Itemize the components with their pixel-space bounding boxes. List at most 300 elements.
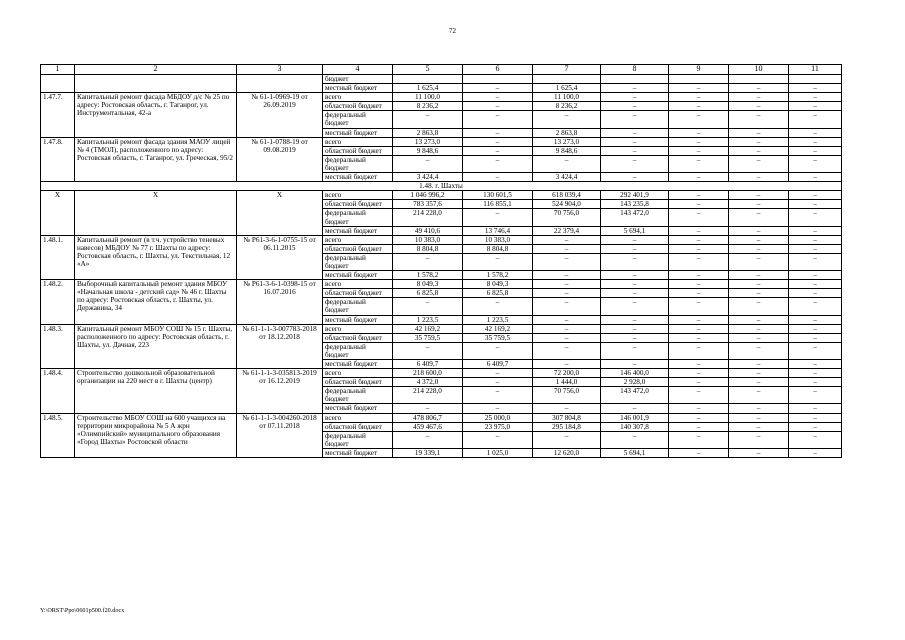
- budget-type-cell: федеральный бюджет: [323, 387, 393, 404]
- value-cell: 10 383,0: [393, 235, 463, 244]
- value-cell: –: [463, 342, 533, 359]
- item-description-cell: Строительство дошкольной образовательной организации на 220 мест в г. Шахты (центр): [75, 369, 237, 413]
- value-cell: –: [789, 422, 842, 431]
- budget-type-cell: федеральный бюджет: [323, 155, 393, 172]
- value-cell: –: [789, 333, 842, 342]
- table-row: [41, 235, 842, 244]
- value-cell: –: [463, 298, 533, 315]
- value-cell: –: [463, 378, 533, 387]
- value-cell: 2 863,8: [533, 128, 601, 137]
- value-cell: 146 001,9: [601, 413, 669, 422]
- value-cell: 11 100,0: [393, 93, 463, 102]
- value-cell: –: [601, 173, 669, 182]
- value-cell: 1 223,5: [393, 315, 463, 324]
- value-cell: –: [601, 244, 669, 253]
- budget-type-cell: всего: [323, 137, 393, 146]
- value-cell: 146 400,0: [601, 369, 669, 378]
- value-cell: –: [789, 378, 842, 387]
- value-cell: –: [463, 146, 533, 155]
- value-cell: 295 184,8: [533, 422, 601, 431]
- value-cell: –: [729, 431, 789, 448]
- value-cell: –: [729, 342, 789, 359]
- value-cell: 35 759,5: [463, 333, 533, 342]
- value-cell: –: [789, 448, 842, 457]
- value-cell: –: [463, 137, 533, 146]
- budget-type-cell: всего: [323, 93, 393, 102]
- value-cell: 1 223,5: [463, 315, 533, 324]
- value-cell: –: [789, 200, 842, 209]
- value-cell: –: [729, 280, 789, 289]
- budget-type-cell: местный бюджет: [323, 128, 393, 137]
- value-cell: –: [789, 235, 842, 244]
- value-cell: 6 825,8: [463, 289, 533, 298]
- budget-type-cell: всего: [323, 413, 393, 422]
- table-row: [41, 369, 842, 378]
- table-body: [41, 75, 842, 458]
- value-cell: –: [729, 226, 789, 235]
- value-cell: 116 855,1: [463, 200, 533, 209]
- value-cell: –: [463, 369, 533, 378]
- value-cell: 23 975,0: [463, 422, 533, 431]
- column-header: 4: [323, 65, 393, 75]
- value-cell: 130 601,5: [463, 191, 533, 200]
- table-row: [41, 413, 842, 422]
- value-cell: 6 409,7: [463, 360, 533, 369]
- value-cell: [393, 75, 463, 84]
- value-cell: –: [669, 93, 729, 102]
- column-header: 7: [533, 65, 601, 75]
- value-cell: –: [601, 93, 669, 102]
- budget-type-cell: местный бюджет: [323, 315, 393, 324]
- document-cell: № Р61-3-6-1-0398-15 от 16.07.2016: [237, 280, 323, 324]
- budget-type-cell: местный бюджет: [323, 404, 393, 413]
- value-cell: 2 928,0: [601, 378, 669, 387]
- value-cell: –: [729, 209, 789, 226]
- budget-type-cell: областной бюджет: [323, 333, 393, 342]
- value-cell: 143 472,0: [601, 209, 669, 226]
- value-cell: –: [601, 342, 669, 359]
- value-cell: –: [463, 209, 533, 226]
- value-cell: –: [789, 191, 842, 200]
- value-cell: 5 694,1: [601, 448, 669, 457]
- value-cell: 524 904,0: [533, 200, 601, 209]
- value-cell: 1 025,0: [463, 448, 533, 457]
- value-cell: –: [789, 128, 842, 137]
- value-cell: –: [789, 137, 842, 146]
- item-number-cell: 1.47.8.: [41, 137, 75, 181]
- value-cell: –: [789, 324, 842, 333]
- value-cell: 9 848,6: [533, 146, 601, 155]
- value-cell: –: [789, 146, 842, 155]
- value-cell: –: [463, 253, 533, 270]
- value-cell: –: [669, 378, 729, 387]
- budget-type-cell: федеральный бюджет: [323, 253, 393, 270]
- value-cell: –: [729, 235, 789, 244]
- value-cell: –: [463, 173, 533, 182]
- budget-type-cell: местный бюджет: [323, 173, 393, 182]
- value-cell: –: [393, 404, 463, 413]
- value-cell: 1 625,4: [393, 84, 463, 93]
- item-description-cell: X: [75, 191, 237, 235]
- value-cell: –: [669, 200, 729, 209]
- value-cell: [463, 75, 533, 84]
- value-cell: 12 620,0: [533, 448, 601, 457]
- budget-type-cell: областной бюджет: [323, 289, 393, 298]
- value-cell: –: [601, 84, 669, 93]
- item-description-cell: Выборочный капитальный ремонт здания МБОУ «Начальная школа - детский сад» № 46 г. Шахты по адресу: Ростовская область, г. Шахты, ул. Державина, 34: [75, 280, 237, 324]
- value-cell: 2 863,8: [393, 128, 463, 137]
- value-cell: 8 804,8: [463, 244, 533, 253]
- value-cell: –: [669, 137, 729, 146]
- value-cell: 8 804,8: [393, 244, 463, 253]
- budget-type-cell: всего: [323, 324, 393, 333]
- value-cell: –: [669, 342, 729, 359]
- value-cell: –: [729, 128, 789, 137]
- value-cell: –: [463, 387, 533, 404]
- value-cell: –: [669, 191, 729, 200]
- value-cell: –: [729, 298, 789, 315]
- value-cell: 42 169,2: [463, 324, 533, 333]
- budget-type-cell: местный бюджет: [323, 84, 393, 93]
- value-cell: 618 039,4: [533, 191, 601, 200]
- budget-type-cell: областной бюджет: [323, 102, 393, 111]
- value-cell: –: [789, 342, 842, 359]
- budget-type-cell: областной бюджет: [323, 146, 393, 155]
- value-cell: –: [789, 93, 842, 102]
- value-cell: 13 273,0: [533, 137, 601, 146]
- value-cell: –: [601, 155, 669, 172]
- value-cell: –: [601, 404, 669, 413]
- value-cell: –: [601, 324, 669, 333]
- value-cell: 70 756,0: [533, 387, 601, 404]
- value-cell: –: [729, 271, 789, 280]
- value-cell: 25 000,0: [463, 413, 533, 422]
- value-cell: 22 379,4: [533, 226, 601, 235]
- value-cell: –: [789, 102, 842, 111]
- budget-type-cell: федеральный бюджет: [323, 342, 393, 359]
- budget-type-cell: всего: [323, 369, 393, 378]
- value-cell: –: [729, 413, 789, 422]
- value-cell: –: [669, 431, 729, 448]
- value-cell: –: [393, 155, 463, 172]
- value-cell: –: [533, 360, 601, 369]
- column-header: 9: [669, 65, 729, 75]
- value-cell: 292 401,9: [601, 191, 669, 200]
- table-row: [41, 280, 842, 289]
- value-cell: –: [463, 404, 533, 413]
- value-cell: 8 236,2: [393, 102, 463, 111]
- value-cell: –: [393, 431, 463, 448]
- value-cell: –: [601, 128, 669, 137]
- document-cell: № 61-1-0969-19 от 26.09.2019: [237, 93, 323, 137]
- value-cell: –: [669, 253, 729, 270]
- value-cell: [729, 75, 789, 84]
- table-header: [41, 65, 842, 75]
- value-cell: –: [533, 315, 601, 324]
- item-description-cell: [75, 75, 237, 93]
- value-cell: 1 578,2: [463, 271, 533, 280]
- budget-type-cell: местный бюджет: [323, 360, 393, 369]
- value-cell: –: [669, 209, 729, 226]
- budget-type-cell: всего: [323, 235, 393, 244]
- value-cell: –: [601, 333, 669, 342]
- value-cell: [601, 75, 669, 84]
- table-row: [41, 137, 842, 146]
- value-cell: –: [533, 271, 601, 280]
- budget-type-cell: областной бюджет: [323, 200, 393, 209]
- table-row: [41, 191, 842, 200]
- column-header: 8: [601, 65, 669, 75]
- value-cell: 3 424,4: [393, 173, 463, 182]
- column-header: 3: [237, 65, 323, 75]
- value-cell: 140 307,8: [601, 422, 669, 431]
- value-cell: 214 228,0: [393, 209, 463, 226]
- value-cell: 13 746,4: [463, 226, 533, 235]
- value-cell: 72 200,0: [533, 369, 601, 378]
- budget-type-cell: всего: [323, 280, 393, 289]
- value-cell: 143 235,8: [601, 200, 669, 209]
- value-cell: –: [669, 102, 729, 111]
- value-cell: 9 848,6: [393, 146, 463, 155]
- value-cell: –: [601, 431, 669, 448]
- value-cell: 1 578,2: [393, 271, 463, 280]
- value-cell: –: [789, 84, 842, 93]
- value-cell: 8 049,3: [393, 280, 463, 289]
- value-cell: –: [533, 289, 601, 298]
- value-cell: –: [789, 280, 842, 289]
- value-cell: 19 339,1: [393, 448, 463, 457]
- value-cell: –: [789, 387, 842, 404]
- value-cell: –: [789, 155, 842, 172]
- value-cell: –: [601, 315, 669, 324]
- value-cell: 5 694,1: [601, 226, 669, 235]
- budget-type-cell: всего: [323, 191, 393, 200]
- value-cell: 214 228,0: [393, 387, 463, 404]
- page-number: 72: [449, 27, 456, 35]
- value-cell: –: [789, 298, 842, 315]
- value-cell: –: [669, 289, 729, 298]
- budget-type-cell: местный бюджет: [323, 448, 393, 457]
- value-cell: –: [729, 102, 789, 111]
- value-cell: 11 100,0: [533, 93, 601, 102]
- column-header: 5: [393, 65, 463, 75]
- value-cell: –: [463, 111, 533, 128]
- value-cell: 70 756,0: [533, 209, 601, 226]
- value-cell: 4 372,0: [393, 378, 463, 387]
- document-cell: № 61-1-0788-19 от 09.08.2019: [237, 137, 323, 181]
- item-number-cell: 1.48.3.: [41, 324, 75, 368]
- value-cell: 35 759,5: [393, 333, 463, 342]
- value-cell: –: [533, 431, 601, 448]
- value-cell: –: [729, 324, 789, 333]
- value-cell: –: [601, 289, 669, 298]
- value-cell: –: [669, 315, 729, 324]
- value-cell: –: [669, 413, 729, 422]
- budget-table: [40, 64, 842, 458]
- value-cell: –: [533, 253, 601, 270]
- value-cell: –: [463, 155, 533, 172]
- value-cell: –: [601, 137, 669, 146]
- value-cell: –: [729, 191, 789, 200]
- table-row: [41, 324, 842, 333]
- budget-type-cell: федеральный бюджет: [323, 298, 393, 315]
- item-number-cell: 1.48.4.: [41, 369, 75, 413]
- value-cell: –: [729, 333, 789, 342]
- value-cell: 218 600,0: [393, 369, 463, 378]
- value-cell: –: [729, 360, 789, 369]
- value-cell: –: [729, 111, 789, 128]
- value-cell: –: [789, 209, 842, 226]
- budget-type-cell: федеральный бюджет: [323, 209, 393, 226]
- table-row: [41, 75, 842, 84]
- value-cell: [533, 75, 601, 84]
- value-cell: 1 046 996,2: [393, 191, 463, 200]
- value-cell: –: [463, 431, 533, 448]
- value-cell: –: [533, 342, 601, 359]
- value-cell: –: [601, 146, 669, 155]
- budget-type-cell: местный бюджет: [323, 271, 393, 280]
- value-cell: –: [669, 111, 729, 128]
- value-cell: –: [463, 84, 533, 93]
- value-cell: –: [729, 289, 789, 298]
- value-cell: –: [393, 298, 463, 315]
- item-number-cell: 1.47.7.: [41, 93, 75, 137]
- value-cell: –: [601, 271, 669, 280]
- value-cell: –: [669, 324, 729, 333]
- value-cell: –: [533, 404, 601, 413]
- document-cell: № Р61-3-6-1-0755-15 от 06.11.2015: [237, 235, 323, 279]
- value-cell: –: [463, 93, 533, 102]
- footer-path: Y:\ORST\Ppo\0601p500.f20.docx: [40, 607, 125, 614]
- value-cell: –: [669, 360, 729, 369]
- column-header: 2: [75, 65, 237, 75]
- value-cell: –: [601, 253, 669, 270]
- value-cell: –: [729, 387, 789, 404]
- value-cell: –: [729, 422, 789, 431]
- value-cell: –: [669, 235, 729, 244]
- value-cell: –: [729, 173, 789, 182]
- value-cell: 49 410,6: [393, 226, 463, 235]
- item-description-cell: Капитальный ремонт фасада МБДОУ д/с № 25 по адресу: Ростовская область, г. Таганрог, ул. Инструментальная, 42-а: [75, 93, 237, 137]
- value-cell: –: [729, 378, 789, 387]
- value-cell: –: [729, 155, 789, 172]
- budget-type-cell: областной бюджет: [323, 378, 393, 387]
- document-cell: № 61-1-1-3-004260-2018 от 07.11.2018: [237, 413, 323, 457]
- value-cell: –: [789, 111, 842, 128]
- value-cell: –: [669, 226, 729, 235]
- value-cell: –: [533, 235, 601, 244]
- value-cell: –: [669, 244, 729, 253]
- item-description-cell: Капитальный ремонт (в т.ч. устройство теневых навесов) МБДОУ № 77 г. Шахты по адресу: Ростовская область, г. Шахты, ул. Текстильная, 12 «А»: [75, 235, 237, 279]
- value-cell: 783 357,6: [393, 200, 463, 209]
- document-cell: № 61-1-1-3-007783-2018 от 18.12.2018: [237, 324, 323, 368]
- value-cell: –: [669, 422, 729, 431]
- value-cell: –: [729, 404, 789, 413]
- value-cell: –: [789, 413, 842, 422]
- value-cell: 1 625,4: [533, 84, 601, 93]
- value-cell: –: [729, 137, 789, 146]
- value-cell: –: [463, 102, 533, 111]
- value-cell: –: [393, 111, 463, 128]
- value-cell: –: [789, 173, 842, 182]
- item-number-cell: X: [41, 191, 75, 235]
- item-description-cell: Капитальный ремонт фасада здания МАОУ лицей № 4 (ТМОЛ), расположенного по адресу: Ростовская область, г. Таганрог, ул. Греческая, 95/2: [75, 137, 237, 181]
- item-number-cell: 1.48.2.: [41, 280, 75, 324]
- value-cell: –: [601, 280, 669, 289]
- value-cell: –: [669, 369, 729, 378]
- value-cell: 8 049,3: [463, 280, 533, 289]
- value-cell: –: [729, 448, 789, 457]
- item-number-cell: [41, 75, 75, 93]
- value-cell: –: [533, 244, 601, 253]
- document-cell: X: [237, 191, 323, 235]
- value-cell: 10 383,0: [463, 235, 533, 244]
- value-cell: –: [669, 146, 729, 155]
- value-cell: –: [729, 93, 789, 102]
- value-cell: –: [789, 244, 842, 253]
- value-cell: –: [789, 431, 842, 448]
- value-cell: –: [533, 280, 601, 289]
- item-description-cell: Капитальный ремонт МБОУ СОШ № 15 г. Шахты, расположенного по адресу: Ростовская область, г. Шахты, ул. Дачная, 223: [75, 324, 237, 368]
- value-cell: –: [601, 298, 669, 315]
- value-cell: –: [669, 387, 729, 404]
- document-cell: [237, 75, 323, 93]
- value-cell: 8 236,2: [533, 102, 601, 111]
- item-number-cell: 1.48.5.: [41, 413, 75, 457]
- value-cell: –: [669, 128, 729, 137]
- item-number-cell: 1.48.1.: [41, 235, 75, 279]
- value-cell: –: [789, 289, 842, 298]
- section-title: 1.48. г. Шахты: [41, 182, 842, 191]
- value-cell: 6 825,8: [393, 289, 463, 298]
- column-header: 10: [729, 65, 789, 75]
- value-cell: –: [789, 360, 842, 369]
- value-cell: 13 273,0: [393, 137, 463, 146]
- value-cell: –: [669, 404, 729, 413]
- section-row: [41, 182, 842, 191]
- value-cell: –: [729, 146, 789, 155]
- value-cell: –: [669, 84, 729, 93]
- value-cell: –: [601, 235, 669, 244]
- value-cell: –: [789, 404, 842, 413]
- value-cell: –: [729, 369, 789, 378]
- value-cell: –: [669, 448, 729, 457]
- budget-type-cell: областной бюджет: [323, 244, 393, 253]
- value-cell: 42 169,2: [393, 324, 463, 333]
- value-cell: –: [669, 173, 729, 182]
- value-cell: 459 467,6: [393, 422, 463, 431]
- value-cell: –: [533, 111, 601, 128]
- value-cell: –: [669, 271, 729, 280]
- budget-type-cell: местный бюджет: [323, 226, 393, 235]
- value-cell: –: [669, 155, 729, 172]
- value-cell: –: [729, 200, 789, 209]
- value-cell: [789, 75, 842, 84]
- value-cell: –: [533, 298, 601, 315]
- value-cell: –: [669, 280, 729, 289]
- column-header: 11: [789, 65, 842, 75]
- value-cell: –: [393, 253, 463, 270]
- document-cell: № 61-1-1-3-035813-2019 от 16.12.2019: [237, 369, 323, 413]
- value-cell: –: [601, 102, 669, 111]
- value-cell: –: [533, 155, 601, 172]
- value-cell: –: [669, 298, 729, 315]
- column-header: 1: [41, 65, 75, 75]
- value-cell: 3 424,4: [533, 173, 601, 182]
- budget-type-cell: федеральный бюджет: [323, 431, 393, 448]
- item-description-cell: Строительство МБОУ СОШ на 600 учащихся на территории микрорайона № 5 А жрн «Олимпийский» муниципального образования «Город Шахты» Ростовской области: [75, 413, 237, 457]
- value-cell: 307 804,8: [533, 413, 601, 422]
